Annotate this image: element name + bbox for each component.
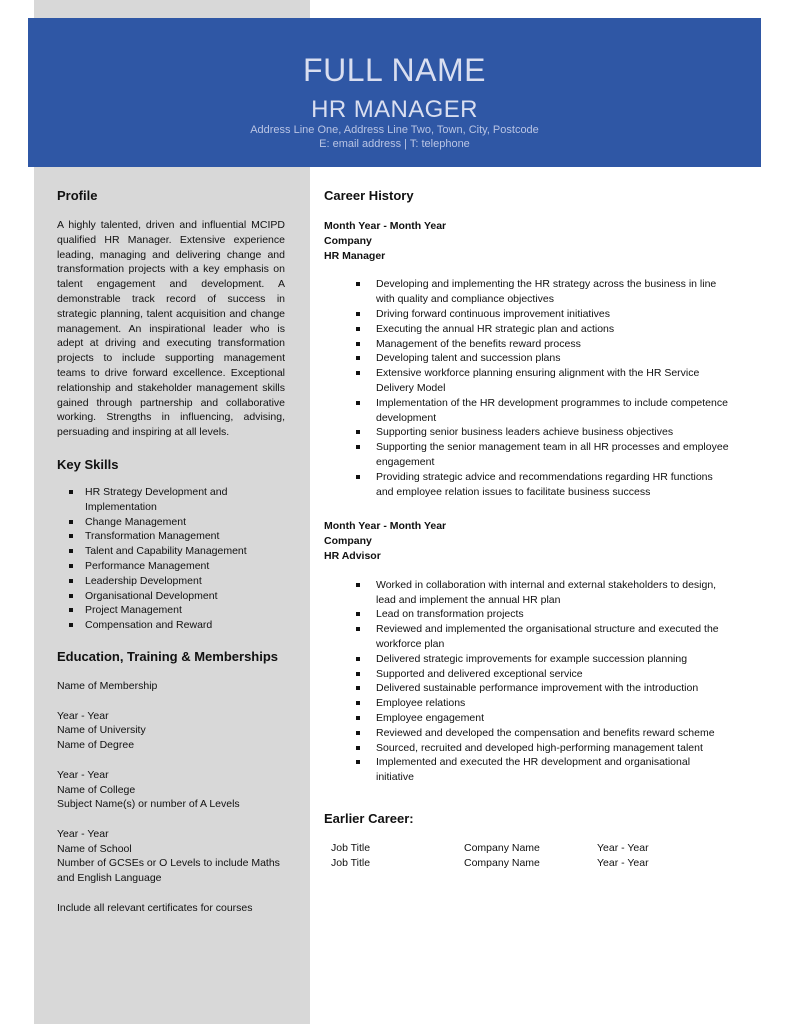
list-item: Developing talent and succession plans xyxy=(324,351,729,366)
list-item: Executing the annual HR strategic plan and actions xyxy=(324,322,729,337)
college-subjects: Subject Name(s) or number of A Levels xyxy=(57,798,240,811)
education-heading: Education, Training & Memberships xyxy=(57,648,279,664)
list-item: Management of the benefits reward process xyxy=(324,337,729,352)
school-years: Year - Year xyxy=(57,827,109,840)
profile-text: A highly talented, driven and influential MCIPD qualified HR Manager. Extensive experience leading, managing and delivering change and transformation projects with a key emphasis on talent engagement and development. A demonstrable track record of success in strategic planning, talent acquisition and change management. An inspirational leader who is adept at driving and executing transformation projects to include supporting management teams to drive forward excellence. Exceptional relationship and stakeholder management skills gained through partnership and collaborative working. Strengths in influencing, advising, persuading and inspiring at all levels. xyxy=(57,219,285,439)
list-item: Implementation of the HR development programmes to include competence development xyxy=(324,396,729,426)
job-company: Company xyxy=(324,535,372,548)
job-duties-list xyxy=(324,578,729,785)
earlier-years: Year - Year xyxy=(597,841,649,854)
list-item: Reviewed and implemented the organisational structure and executed the workforce plan xyxy=(324,622,729,652)
list-item: Project Management xyxy=(57,603,285,618)
career-history-heading: Career History xyxy=(324,188,414,203)
list-item: Supported and delivered exceptional service xyxy=(324,667,729,682)
job-company: Company xyxy=(324,234,372,247)
list-item: Talent and Capability Management xyxy=(57,544,285,559)
job-duties-list xyxy=(324,277,729,499)
school-name: Name of School xyxy=(57,842,132,855)
earlier-company: Company Name xyxy=(464,856,540,869)
job-role: HR Advisor xyxy=(324,549,381,562)
list-item: Compensation and Reward xyxy=(57,618,285,633)
school-gcse: Number of GCSEs or O Levels to include Maths and English Language xyxy=(57,857,280,885)
list-item: HR Strategy Development and Implementation xyxy=(57,485,285,515)
list-item: Performance Management xyxy=(57,559,285,574)
list-item: Delivered strategic improvements for example succession planning xyxy=(324,652,729,667)
job-entry-1 xyxy=(324,219,729,499)
university-name: Name of University xyxy=(57,724,146,737)
college-block xyxy=(57,768,285,812)
college-years: Year - Year xyxy=(57,768,109,781)
university-block xyxy=(57,709,285,753)
table-row xyxy=(324,841,729,856)
school-block xyxy=(57,827,285,886)
list-item: Employee engagement xyxy=(324,711,729,726)
cv-header xyxy=(28,18,761,167)
list-item: Driving forward continuous improvement initiatives xyxy=(324,307,729,322)
earlier-career-table xyxy=(324,841,729,871)
list-item: Supporting the senior management team in all HR processes and employee engagement xyxy=(324,440,729,470)
earlier-job-title: Job Title xyxy=(331,841,371,854)
job-role: HR Manager xyxy=(324,249,386,262)
job-dates: Month Year - Month Year xyxy=(324,220,447,232)
earlier-company: Company Name xyxy=(464,841,540,854)
membership-name: Name of Membership xyxy=(57,679,158,692)
key-skills-list xyxy=(57,485,285,633)
list-item: Change Management xyxy=(57,515,285,530)
list-item: Sourced, recruited and developed high-performing management talent xyxy=(324,741,729,756)
left-column xyxy=(57,186,285,916)
university-years: Year - Year xyxy=(57,709,109,722)
earlier-career-heading: Earlier Career: xyxy=(324,810,414,826)
university-degree: Name of Degree xyxy=(57,739,135,752)
list-item: Organisational Development xyxy=(57,589,285,604)
list-item: Transformation Management xyxy=(57,529,285,544)
job-dates: Month Year - Month Year xyxy=(324,520,447,533)
table-row xyxy=(324,856,729,871)
list-item: Lead on transformation projects xyxy=(324,607,729,622)
address-line: Address Line One, Address Line Two, Town, City, Postcode xyxy=(250,124,539,136)
key-skills-heading: Key Skills xyxy=(57,456,119,472)
list-item: Extensive workforce planning ensuring alignment with the HR Service Delivery Model xyxy=(324,366,729,396)
job-title: HR MANAGER xyxy=(311,96,478,123)
list-item: Implemented and executed the HR development and organisational initiative xyxy=(324,755,729,785)
earlier-years: Year - Year xyxy=(597,856,649,869)
list-item: Employee relations xyxy=(324,696,729,711)
college-name: Name of College xyxy=(57,783,136,796)
certificates-note: Include all relevant certificates for courses xyxy=(57,901,253,914)
profile-heading: Profile xyxy=(57,188,98,203)
earlier-job-title: Job Title xyxy=(331,856,371,869)
job-entry-2 xyxy=(324,519,729,785)
contact-line: E: email address | T: telephone xyxy=(319,138,470,150)
right-column xyxy=(324,186,729,870)
full-name: FULL NAME xyxy=(303,52,486,88)
list-item: Providing strategic advice and recommendations regarding HR functions and employee relation issues to facilitate business success xyxy=(324,470,729,500)
list-item: Delivered sustainable performance improvement with the introduction xyxy=(324,681,729,696)
list-item: Worked in collaboration with internal and external stakeholders to design, lead and implement the annual HR plan xyxy=(324,578,729,608)
list-item: Developing and implementing the HR strategy across the business in line with quality and compliance objectives xyxy=(324,277,729,307)
list-item: Reviewed and developed the compensation and benefits reward scheme xyxy=(324,726,729,741)
list-item: Leadership Development xyxy=(57,574,285,589)
list-item: Supporting senior business leaders achieve business objectives xyxy=(324,425,729,440)
